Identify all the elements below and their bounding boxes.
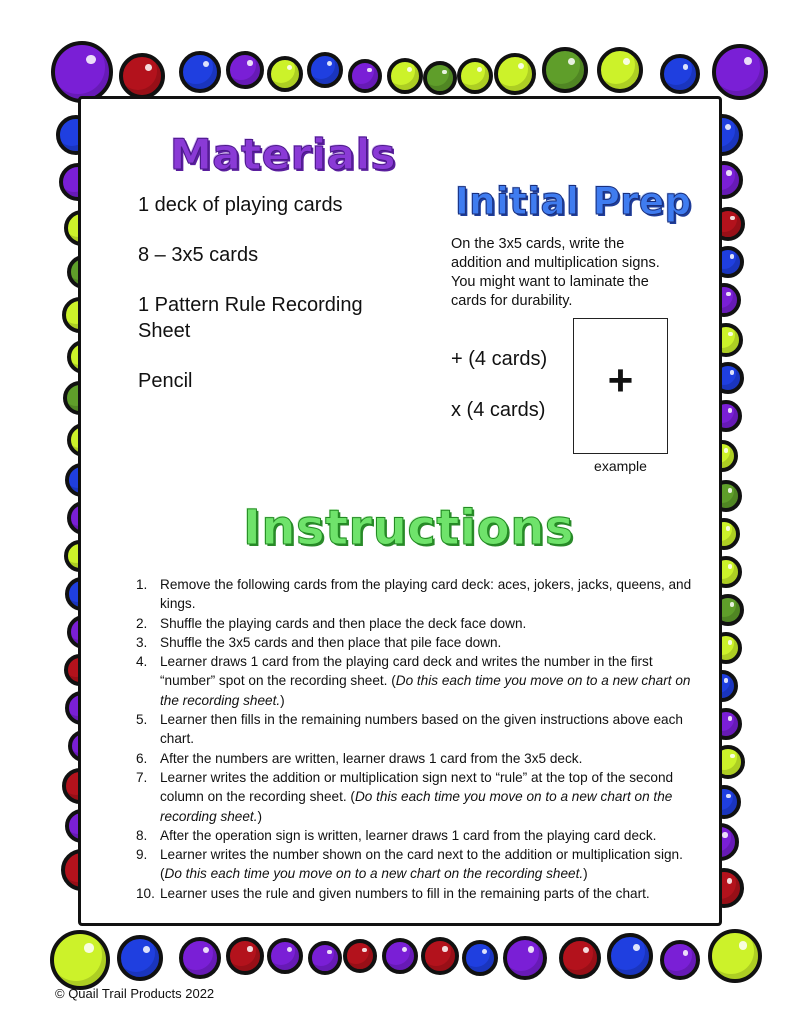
step-note-close: ) [257, 808, 263, 824]
border-dot [421, 937, 459, 975]
initial-prep-heading: Initial Prep [455, 180, 692, 223]
step-text: Learner writes the addition or multiplication sign next to “rule” at the top of the second column on the recording sheet. ( [160, 769, 674, 805]
border-dot [179, 937, 221, 979]
instruction-step [136, 652, 696, 710]
step-number: 10. [136, 885, 155, 901]
instruction-step [136, 710, 696, 749]
step-number: 2. [136, 615, 148, 631]
border-dot [597, 47, 643, 93]
border-dot [660, 940, 700, 980]
step-text: Learner writes the number shown on the card next to the addition or multiplication sign. ( [160, 847, 683, 882]
step-number: 9. [136, 847, 148, 863]
instructions-list [136, 575, 696, 903]
step-note-close: ) [280, 692, 285, 708]
instruction-step [136, 768, 696, 826]
materials-heading: Materials [170, 130, 397, 179]
step-number: 1. [136, 577, 148, 592]
step-note: Do this each time you move on to a new chart on the recording sheet. [160, 673, 691, 708]
addition-card-count: + (4 cards) [451, 348, 548, 370]
border-dot [423, 61, 457, 95]
step-note: Do this each time you move on to a new chart on the recording sheet. [164, 866, 584, 882]
step-number: 7. [136, 769, 148, 785]
instruction-step [136, 749, 696, 768]
border-dot [343, 939, 377, 973]
step-number: 6. [136, 750, 148, 766]
instruction-step [136, 614, 696, 633]
border-dot [708, 929, 762, 983]
border-dot [307, 52, 343, 88]
material-item: Pencil [138, 370, 193, 392]
border-dot [267, 938, 303, 974]
border-dot [226, 51, 264, 89]
step-text: Shuffle the 3x5 cards and then place that pile face down. [160, 634, 502, 650]
step-text: After the operation sign is written, learner draws 1 card from the playing card deck. [160, 827, 657, 843]
step-text: Shuffle the playing cards and then place the deck face down. [160, 615, 527, 631]
border-dot [179, 51, 221, 93]
instruction-step [136, 575, 696, 614]
border-dot [660, 54, 700, 94]
border-dot [226, 937, 264, 975]
border-dot [387, 58, 423, 94]
prep-description: On the 3x5 cards, write the addition and multiplication signs. You might want to laminate the cards for durability. [451, 236, 660, 309]
step-number: 4. [136, 654, 148, 670]
step-text: Learner then fills in the remaining numbers based on the given instructions above each chart. [160, 712, 683, 747]
instructions-heading: Instructions [243, 500, 574, 556]
step-note: Do this each time you move on to a new chart on the recording sheet. [160, 789, 673, 824]
instruction-step [136, 845, 696, 884]
multiplication-card-count: x (4 cards) [451, 399, 546, 421]
step-text: Learner draws 1 card from the playing card deck and writes the number in the first “number” spot on the recording sheet. ( [160, 654, 653, 689]
step-number: 5. [136, 712, 148, 728]
material-item: 1 deck of playing cards [138, 194, 343, 216]
border-dot [494, 53, 536, 95]
step-text: Learner uses the rule and given numbers to fill in the remaining parts of the chart. [160, 885, 650, 901]
step-number: 8. [136, 827, 148, 843]
border-dot [457, 58, 493, 94]
border-dot [51, 41, 113, 103]
step-text: Remove the following cards from the playing card deck: aces, jokers, jacks, queens, and kings. [160, 577, 692, 612]
example-card [573, 318, 668, 454]
step-number: 3. [136, 634, 148, 650]
plus-sign: + [607, 356, 634, 405]
border-dot [712, 44, 768, 100]
border-dot [607, 933, 653, 979]
border-dot [117, 935, 163, 981]
border-dot [267, 56, 303, 92]
border-dot [50, 930, 110, 990]
border-dot [308, 941, 342, 975]
border-dot [119, 53, 165, 99]
border-dot [559, 937, 601, 979]
border-dot [348, 59, 382, 93]
border-dot [382, 938, 418, 974]
material-item: 8 – 3x5 cards [138, 244, 259, 266]
border-dot [542, 47, 588, 93]
border-dot [462, 940, 498, 976]
instruction-step [136, 633, 696, 652]
border-dot [503, 936, 547, 980]
material-item: 1 Pattern Rule Recording Sheet [138, 294, 363, 342]
step-note-close: ) [583, 866, 588, 882]
copyright: © Quail Trail Products 2022 [55, 986, 215, 1001]
example-label: example [594, 458, 647, 474]
step-text: After the numbers are written, learner draws 1 card from the 3x5 deck. [160, 750, 583, 766]
instruction-step [136, 826, 696, 845]
instruction-step [136, 884, 696, 903]
